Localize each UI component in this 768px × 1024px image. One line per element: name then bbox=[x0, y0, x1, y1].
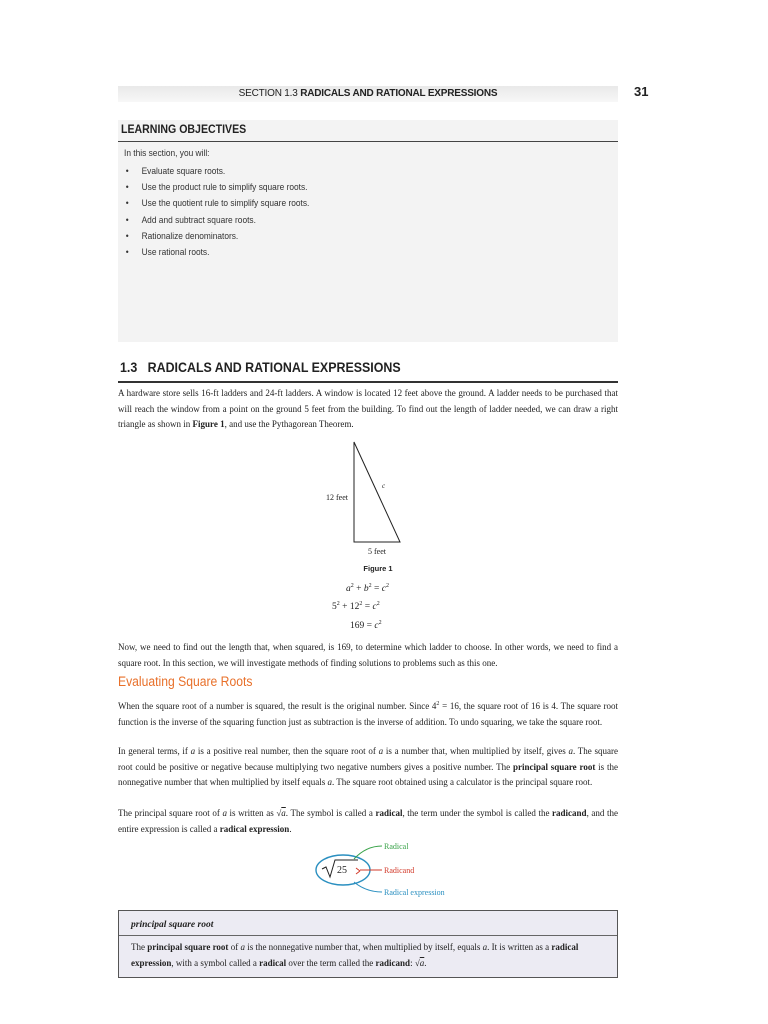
def-var: a bbox=[482, 942, 488, 952]
gen-var: a bbox=[190, 746, 196, 756]
figure-reference: Figure 1 bbox=[192, 419, 225, 429]
equation-result: $169 = c^2$ bbox=[350, 620, 382, 632]
sqrt-exp: 2 bbox=[436, 701, 440, 707]
def-bold: radical bbox=[259, 958, 287, 968]
rad-var: a bbox=[281, 808, 286, 818]
objective-item: • Use the product rule to simplify square roots. bbox=[124, 180, 309, 196]
definition-text: The principal square root of a is the nonnegative number that, when multiplied by itself, equals a. It is written as a radical expression, with a symbol called a radical over the term called the radicand: √a. bbox=[131, 942, 579, 968]
eq-var-c: c bbox=[374, 621, 379, 632]
def-text: over the term called the bbox=[286, 958, 376, 968]
def-bold: radical expression bbox=[131, 942, 579, 968]
rad-bold: radical bbox=[375, 808, 403, 818]
eq-var-a: a bbox=[346, 584, 351, 595]
square-root-paragraph bbox=[118, 697, 618, 730]
equation-pythagorean: $a^2 + b^2 = c^2$ bbox=[346, 583, 389, 595]
learning-objectives-title: LEARNING OBJECTIVES bbox=[121, 124, 247, 136]
definition-box bbox=[118, 910, 618, 978]
gen-text: In general terms, if bbox=[118, 746, 191, 756]
textbook-page bbox=[118, 80, 649, 968]
learning-objectives-list bbox=[124, 164, 335, 261]
figure-caption: Figure 1 bbox=[363, 564, 393, 573]
def-text: . It is written as a bbox=[487, 942, 552, 952]
definition-rule bbox=[119, 935, 617, 936]
def-text: The bbox=[131, 942, 148, 952]
objective-item: • Add and subtract square roots. bbox=[124, 213, 309, 229]
eq-exp: 2 bbox=[336, 601, 340, 607]
objective-item: • Rationalize denominators. bbox=[124, 229, 309, 245]
definition-title: principal square root bbox=[131, 920, 214, 930]
eq-var-b: b bbox=[363, 584, 369, 595]
intro-text-end: , and use the Pythagorean Theorem. bbox=[224, 419, 354, 429]
gen-text: is a number that, when multiplied by itself, gives bbox=[383, 746, 569, 756]
objective-item: • Evaluate square roots. bbox=[124, 164, 309, 180]
def-bold: radicand bbox=[375, 958, 411, 968]
eq-exp: 2 bbox=[376, 601, 380, 607]
gen-text: is a positive real number, then the square root of bbox=[195, 746, 379, 756]
running-header bbox=[118, 88, 618, 99]
gen-text: is the nonnegative number that when multiplied by itself equals bbox=[118, 761, 618, 787]
label-radical: Radical bbox=[384, 842, 409, 851]
after-figure-paragraph: Now, we need to find out the length that, when squared, is 169, to determine which ladder to choose. In other words, we need to find a square root. In this section, we will investigate methods of finding solutions to problems such as this one. bbox=[118, 642, 618, 668]
def-text: is the nonnegative number that, when multiplied by itself, equals bbox=[244, 942, 483, 952]
radicand-number: 25 bbox=[337, 865, 347, 876]
def-bold: principal square root bbox=[147, 942, 229, 952]
eq-num-5: 5 bbox=[332, 602, 337, 613]
rad-text: . bbox=[289, 823, 292, 834]
definition-inline-radical: √a bbox=[414, 958, 425, 968]
eq-exp: 2 bbox=[378, 620, 382, 626]
eq-num-169: 169 bbox=[350, 621, 365, 632]
eq-var-c: c bbox=[381, 584, 386, 595]
section-title-rule bbox=[118, 381, 618, 383]
general-terms-paragraph bbox=[118, 744, 618, 791]
eq-exp: 2 bbox=[350, 583, 354, 589]
eq-exp: 2 bbox=[368, 583, 372, 589]
objective-item: • Use the quotient rule to simplify square roots. bbox=[124, 196, 309, 212]
eq-exp: 2 bbox=[359, 601, 363, 607]
rad-text: The principal square root of bbox=[118, 808, 223, 818]
rad-bold: radicand bbox=[552, 808, 587, 818]
radical-anatomy-figure bbox=[308, 840, 468, 900]
objective-item: • Use rational roots. bbox=[124, 245, 309, 261]
def-var: a bbox=[419, 958, 425, 968]
intro-paragraph bbox=[118, 386, 618, 433]
rad-bold: radical expression bbox=[219, 823, 290, 834]
section-title bbox=[120, 360, 401, 375]
section-number: 1.3 bbox=[120, 360, 138, 375]
def-var: a bbox=[240, 942, 245, 952]
equation-substitution: $5^2 + 12^2 = c^2$ bbox=[332, 601, 380, 613]
header-section-title: RADICALS AND RATIONAL EXPRESSIONS bbox=[300, 88, 498, 99]
eq-exp: 2 bbox=[385, 583, 389, 589]
gen-text: . The square root obtained using a calculator is the principal square root. bbox=[331, 777, 593, 787]
learning-objectives-intro: In this section, you will: bbox=[124, 148, 210, 159]
header-section-label: SECTION 1.3 bbox=[238, 88, 298, 99]
section-title-text: RADICALS AND RATIONAL EXPRESSIONS bbox=[147, 360, 401, 375]
gen-text: . The square root could be positive or negative because multiplying two negative numbers gives a positive number. The bbox=[118, 746, 618, 772]
inline-radical: √a bbox=[276, 808, 286, 818]
radicand-arrow-icon bbox=[356, 868, 360, 874]
rad-text: . The symbol is called a bbox=[285, 808, 376, 818]
triangle-shape bbox=[354, 442, 400, 542]
eq-var-c: c bbox=[372, 602, 377, 613]
triangle-height-label: 12 feet bbox=[326, 493, 348, 502]
subsection-title: Evaluating Square Roots bbox=[118, 674, 253, 689]
triangle-hypotenuse-label: c bbox=[382, 482, 386, 490]
radical-paragraph bbox=[118, 806, 618, 837]
sqrt-text-1: When the square root of a number is squared, the result is the original number. Since 4 bbox=[118, 701, 437, 711]
rad-var: a bbox=[222, 808, 227, 818]
triangle-base-label: 5 feet bbox=[368, 547, 386, 556]
learning-objectives-rule bbox=[118, 141, 618, 142]
rad-text: , the term under the symbol is called the bbox=[402, 808, 553, 818]
expression-pointer bbox=[354, 882, 382, 892]
sqrt-text-2: = 16, the square root of 16 is 4. The square root function is the inverse of the squaring function just as subtraction is the inverse of addition. To undo squaring, we take the square root. bbox=[118, 701, 619, 727]
def-text: : bbox=[410, 958, 415, 968]
gen-var: a bbox=[378, 746, 384, 756]
label-radical-expression: Radical expression bbox=[384, 888, 445, 897]
gen-var: a bbox=[327, 777, 332, 787]
def-text: of bbox=[228, 942, 241, 952]
label-radicand: Radicand bbox=[384, 866, 415, 875]
def-text: , with a symbol called a bbox=[171, 958, 260, 968]
gen-var: a bbox=[568, 746, 573, 756]
right-triangle-figure bbox=[318, 440, 438, 560]
eq-num-12: 12 bbox=[349, 602, 360, 613]
rad-text: , and the entire expression is called a bbox=[118, 808, 618, 834]
gen-bold-term: principal square root bbox=[512, 761, 596, 772]
rad-text: is written as bbox=[226, 808, 277, 818]
page-number: 31 bbox=[634, 84, 649, 99]
intro-text: A hardware store sells 16-ft ladders and 24-ft ladders. A window is located 12 feet above the ground. A ladder needs to be purchased that will reach the window from a point on the ground 5 feet from the building. To find out the length of ladder needed, we can draw a right triangle as shown in bbox=[118, 388, 618, 429]
